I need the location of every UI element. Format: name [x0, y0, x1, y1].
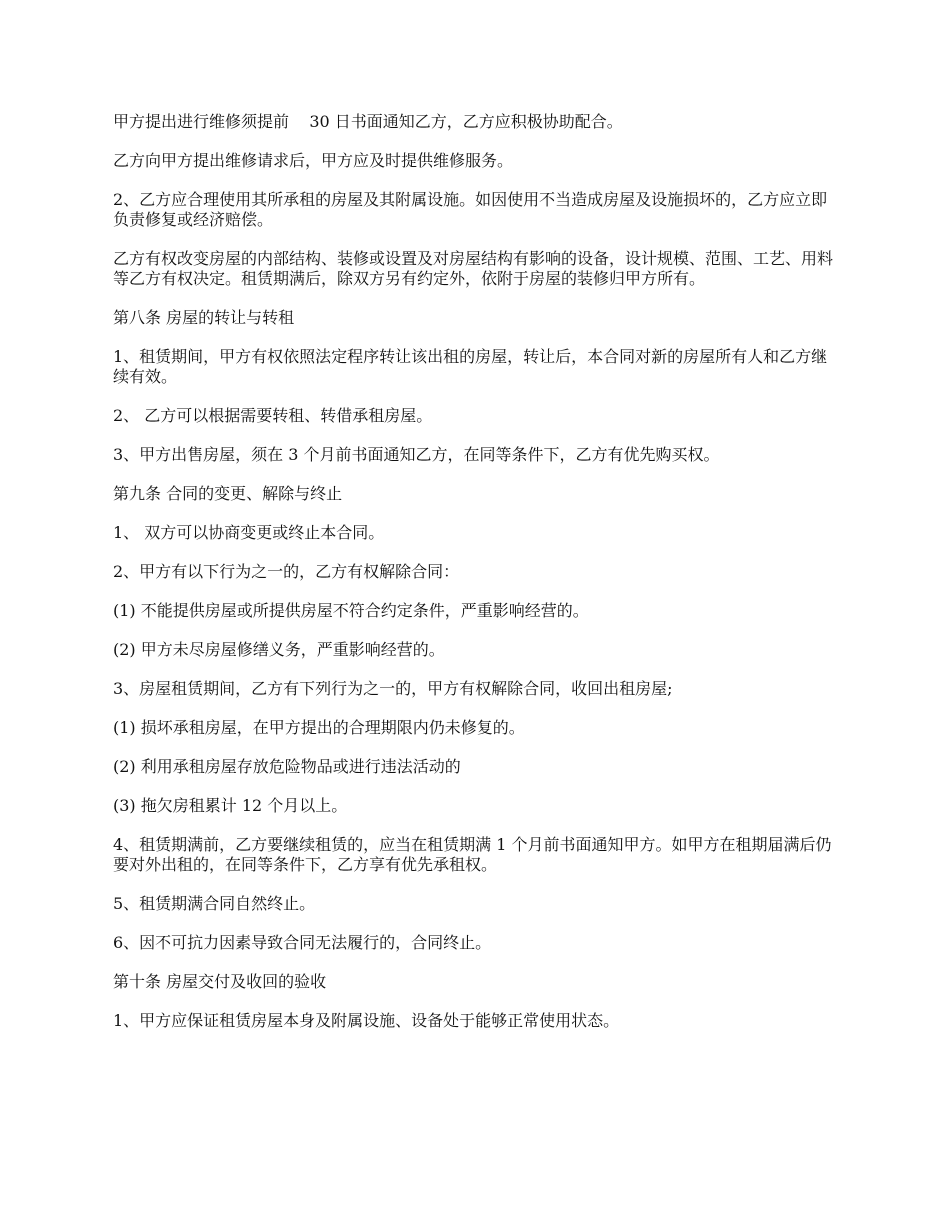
paragraph-mutual-change: 1、 双方可以协商变更或终止本合同。: [113, 523, 385, 542]
paragraph-renewal: 4、租赁期满前，乙方要继续租赁的，应当在租赁期满 1 个月前书面通知甲方。如甲方在租期届满后仍要对外出租的，在同等条件下，乙方享有优先承租权。: [113, 835, 832, 874]
paragraph-force-majeure: 6、因不可抗力因素导致合同无法履行的，合同终止。: [113, 933, 492, 952]
list-item-b-1: (1) 损坏承租房屋，在甲方提出的合理期限内仍未修复的。: [113, 718, 525, 737]
section-heading-article-10: 第十条 房屋交付及收回的验收: [113, 972, 327, 991]
list-item-b-2: (2) 利用承租房屋存放危险物品或进行违法活动的: [113, 757, 461, 776]
list-item-a-1: (1) 不能提供房屋或所提供房屋不符合约定条件，严重影响经营的。: [113, 601, 589, 620]
list-item-b-3: (3) 拖欠房租累计 12 个月以上。: [113, 796, 348, 815]
paragraph-expiry: 5、租赁期满合同自然终止。: [113, 894, 316, 913]
paragraph-transfer: 1、租赁期间，甲方有权依照法定程序转让该出租的房屋，转让后，本合同对新的房屋所有人和乙方继续有效。: [113, 347, 828, 386]
document-body: [113, 112, 843, 1050]
paragraph-repair-request: 乙方向甲方提出维修请求后，甲方应及时提供维修服务。: [113, 151, 514, 170]
section-heading-article-9: 第九条 合同的变更、解除与终止: [113, 484, 343, 503]
list-item-a-2: (2) 甲方未尽房屋修缮义务，严重影响经营的。: [113, 640, 445, 659]
paragraph-party-b-breach: 3、房屋租赁期间，乙方有下列行为之一的，甲方有权解除合同，收回出租房屋;: [113, 679, 673, 698]
paragraph-sale-priority: 3、甲方出售房屋，须在 3 个月前书面通知乙方，在同等条件下，乙方有优先购买权。: [113, 445, 720, 464]
section-heading-article-8: 第八条 房屋的转让与转租: [113, 308, 295, 327]
paragraph-delivery-condition: 1、甲方应保证租赁房屋本身及附属设施、设备处于能够正常使用状态。: [113, 1011, 620, 1030]
paragraph-party-a-breach: 2、甲方有以下行为之一的，乙方有权解除合同：: [113, 562, 460, 581]
paragraph-repair-notice: 甲方提出进行维修须提前 30 日书面通知乙方，乙方应积极协助配合。: [113, 112, 623, 131]
paragraph-reasonable-use: 2、乙方应合理使用其所承租的房屋及其附属设施。如因使用不当造成房屋及设施损坏的，乙方应立即负责修复或经济赔偿。: [113, 190, 828, 229]
paragraph-sublease: 2、 乙方可以根据需要转租、转借承租房屋。: [113, 406, 433, 425]
paragraph-structure-change: 乙方有权改变房屋的内部结构、装修或设置及对房屋结构有影响的设备，设计规模、范围、工艺、用料等乙方有权决定。租赁期满后，除双方另有约定外，依附于房屋的装修归甲方所有。: [113, 249, 834, 288]
